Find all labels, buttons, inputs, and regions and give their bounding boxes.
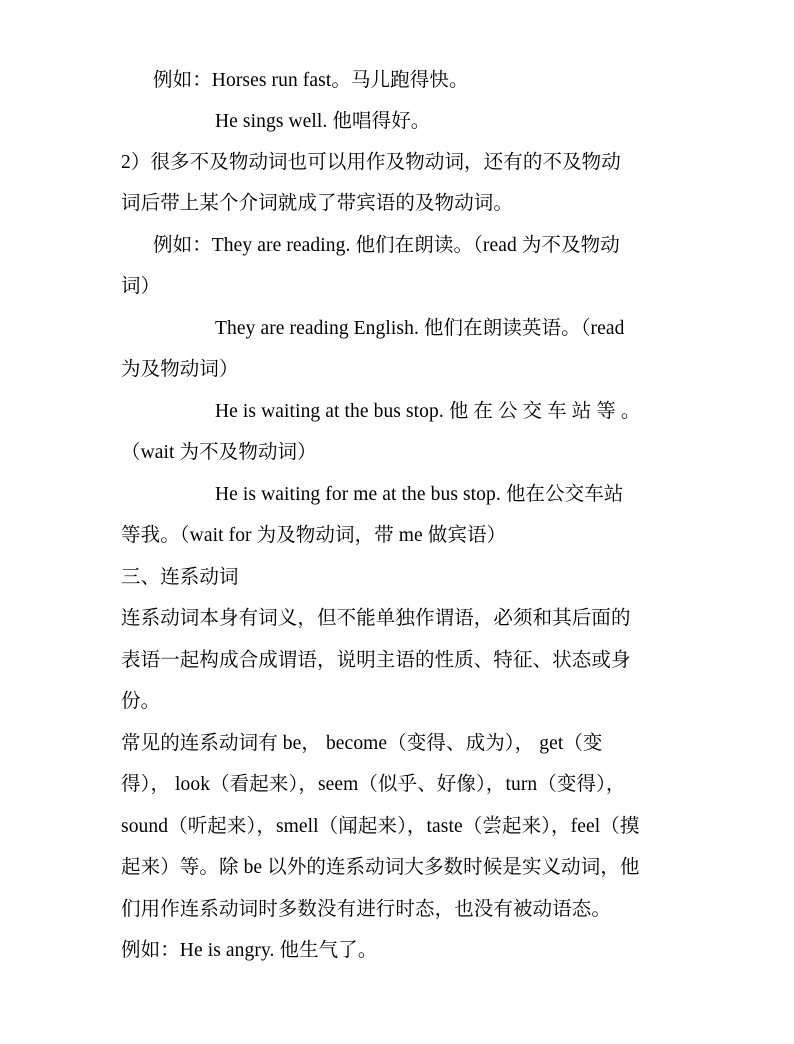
common-linking-verbs-line-5: 们用作连系动词时多数没有进行时态，也没有被动语态。 (121, 899, 612, 920)
example-waiting-for-line-1: He is waiting for me at the bus stop. 他在公交车站 (215, 484, 624, 505)
linking-verbs-def-line-3: 份。 (121, 691, 161, 712)
example-sings-line: He sings well. 他唱得好。 (215, 111, 431, 132)
example-horses-line: 例如：Horses run fast。马儿跑得快。 (153, 70, 469, 91)
example-waiting-line-1: He is waiting at the bus stop. 他 在 公 交 车 站 等 。 (215, 401, 641, 422)
section-heading-linking-verbs: 三、连系动词 (121, 567, 239, 588)
common-linking-verbs-line-4: 起来）等。除 be 以外的连系动词大多数时候是实义动词，他 (121, 857, 640, 878)
point-2-line-1: 2）很多不及物动词也可以用作及物动词，还有的不及物动 (121, 152, 621, 173)
point-2-line-2: 词后带上某个介词就成了带宾语的及物动词。 (121, 193, 514, 214)
common-linking-verbs-line-2: 得）， look（看起来），seem（似乎、好像），turn（变得）， (121, 774, 626, 795)
example-reading-english-line-2: 为及物动词） (121, 359, 239, 380)
common-linking-verbs-line-3: sound（听起来），smell（闻起来），taste（尝起来），feel（摸 (121, 816, 640, 837)
linking-verbs-def-line-2: 表语一起构成合成谓语，说明主语的性质、特征、状态或身 (121, 650, 631, 671)
example-reading-english-line-1: They are reading English. 他们在朗读英语。（read (215, 318, 625, 339)
example-waiting-for-line-2: 等我。（wait for 为及物动词，带 me 做宾语） (121, 525, 507, 546)
example-waiting-line-2: （wait 为不及物动词） (121, 442, 317, 463)
linking-verbs-def-line-1: 连系动词本身有词义，但不能单独作谓语，必须和其后面的 (121, 608, 631, 629)
common-linking-verbs-line-1: 常见的连系动词有 be， become（变得、成为）， get（变 (121, 733, 603, 754)
example-angry-line: 例如：He is angry. 他生气了。 (121, 940, 378, 961)
example-reading-line-2: 词） (121, 276, 161, 297)
example-reading-line-1: 例如：They are reading. 他们在朗读。（read 为不及物动 (153, 235, 620, 256)
